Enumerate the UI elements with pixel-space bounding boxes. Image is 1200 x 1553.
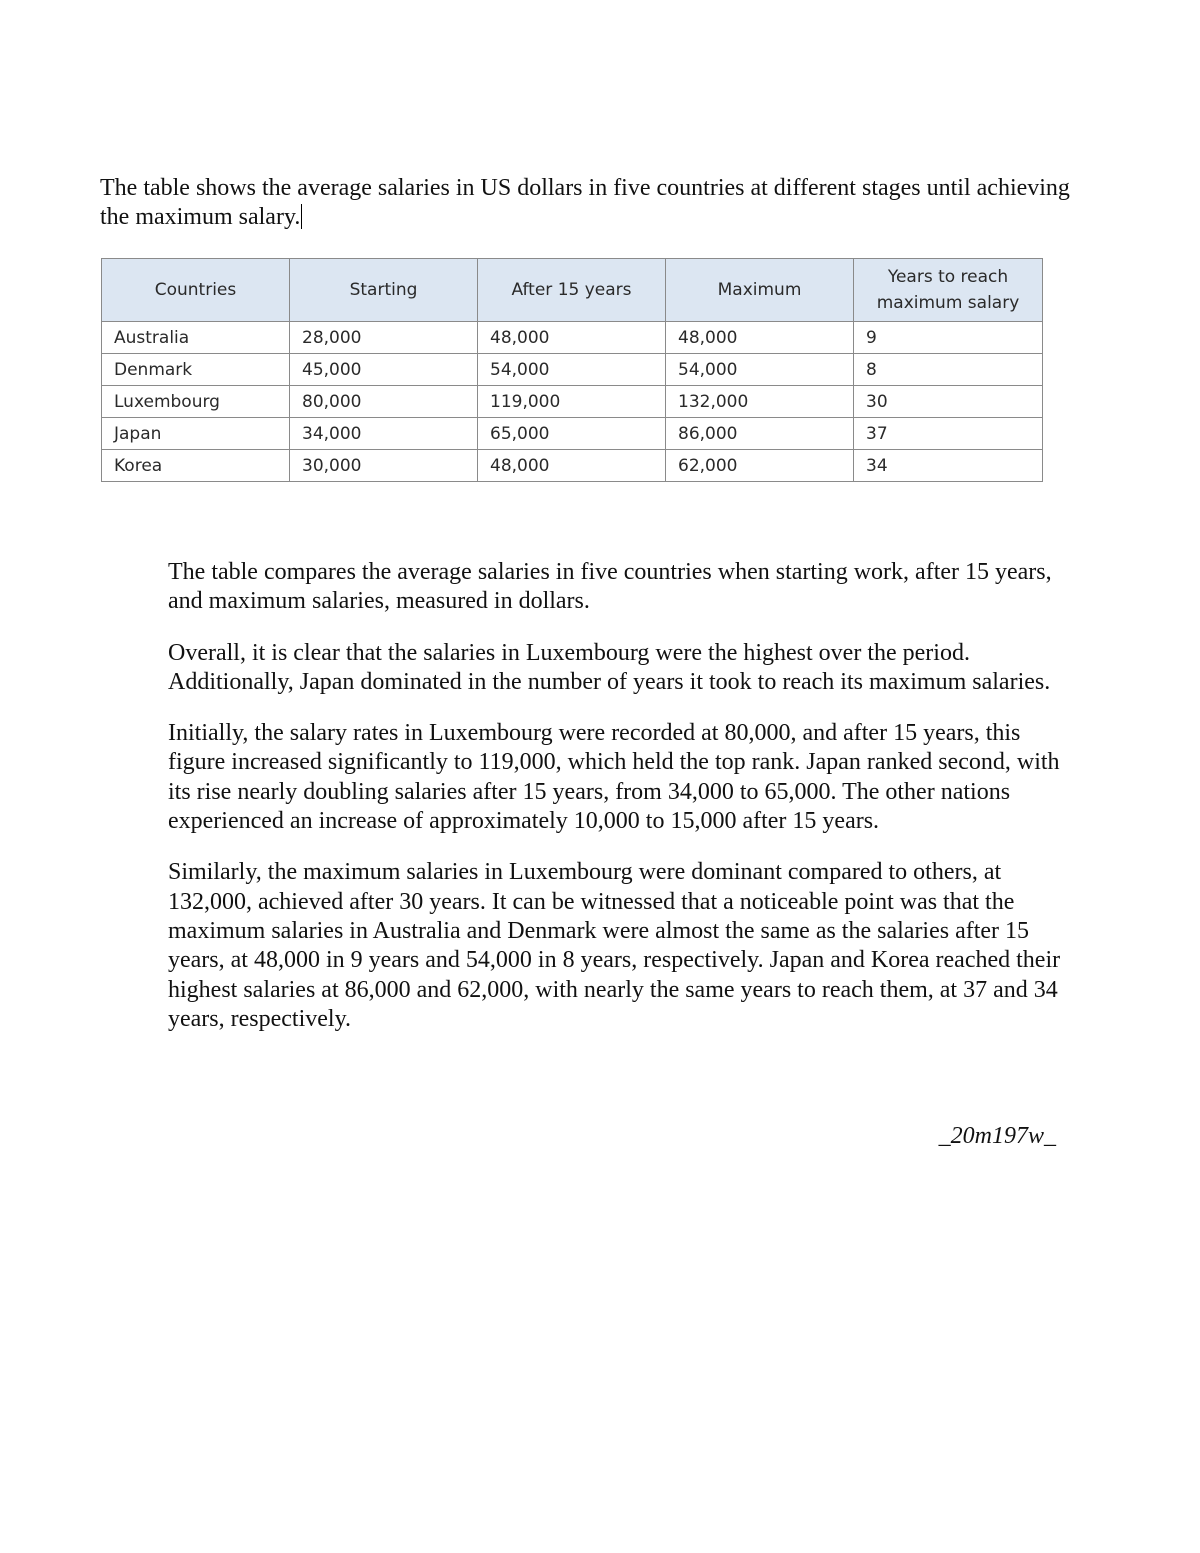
cell-starting: 28,000: [290, 322, 478, 354]
author-signature: _20m197w_: [938, 1123, 1056, 1149]
task-prompt[interactable]: [100, 174, 1090, 232]
cell-years-to-max: 37: [854, 418, 1043, 450]
cell-after-15-years: 48,000: [478, 322, 666, 354]
cell-starting: 45,000: [290, 354, 478, 386]
header-years-to-max: Years to reach maximum salary: [854, 259, 1043, 322]
essay-paragraph-introduction: The table compares the average salaries in five countries when starting work, after 15 years, and maximum salaries, measured in dollars.: [168, 559, 1052, 615]
cell-country: Korea: [102, 450, 290, 482]
text-cursor: [301, 204, 302, 229]
cell-years-to-max: 34: [854, 450, 1043, 482]
table-row: [102, 418, 1043, 450]
cell-after-15-years: 119,000: [478, 386, 666, 418]
table-row: [102, 450, 1043, 482]
table-row: [102, 322, 1043, 354]
task-prompt-text: The table shows the average salaries in US dollars in five countries at different stages until achieving the maximum salary.: [100, 175, 1070, 230]
salary-table: [101, 258, 1043, 482]
cell-maximum: 62,000: [666, 450, 854, 482]
essay-paragraph-body-1: Initially, the salary rates in Luxembourg were recorded at 80,000, and after 15 years, this figure increased significantly to 119,000, which held the top rank. Japan ranked second, with its rise nearly doubling salaries after 15 years, from 34,000 to 65,000. The other nations experienced an increase of approximately 10,000 to 15,000 after 15 years.: [168, 720, 1060, 835]
essay-paragraph-body-2: Similarly, the maximum salaries in Luxembourg were dominant compared to others, at 132,000, achieved after 30 years. It can be witnessed that a noticeable point was that the maximum salaries in Australia and Denmark were almost the same as the salaries after 15 years, at 48,000 in 9 years and 54,000 in 8 years, respectively. Japan and Korea reached their highest salaries at 86,000 and 62,000, with nearly the same years to reach them, at 37 and 34 years, respectively.: [168, 859, 1061, 1032]
cell-maximum: 132,000: [666, 386, 854, 418]
cell-after-15-years: 48,000: [478, 450, 666, 482]
essay-body[interactable]: [168, 558, 1068, 1056]
cell-maximum: 54,000: [666, 354, 854, 386]
cell-years-to-max: 8: [854, 354, 1043, 386]
cell-after-15-years: 65,000: [478, 418, 666, 450]
cell-maximum: 48,000: [666, 322, 854, 354]
header-after-15-years: After 15 years: [478, 259, 666, 322]
cell-after-15-years: 54,000: [478, 354, 666, 386]
header-maximum: Maximum: [666, 259, 854, 322]
cell-starting: 34,000: [290, 418, 478, 450]
table-row: [102, 354, 1043, 386]
cell-country: Denmark: [102, 354, 290, 386]
cell-maximum: 86,000: [666, 418, 854, 450]
cell-country: Japan: [102, 418, 290, 450]
essay-paragraph-overview: Overall, it is clear that the salaries in Luxembourg were the highest over the period. Additionally, Japan dominated in the number of years it took to reach its maximum salaries.: [168, 639, 1051, 695]
cell-years-to-max: 9: [854, 322, 1043, 354]
table-header-row: [102, 259, 1043, 322]
cell-starting: 80,000: [290, 386, 478, 418]
cell-starting: 30,000: [290, 450, 478, 482]
table-row: [102, 386, 1043, 418]
cell-years-to-max: 30: [854, 386, 1043, 418]
header-countries: Countries: [102, 259, 290, 322]
cell-country: Luxembourg: [102, 386, 290, 418]
header-starting: Starting: [290, 259, 478, 322]
cell-country: Australia: [102, 322, 290, 354]
